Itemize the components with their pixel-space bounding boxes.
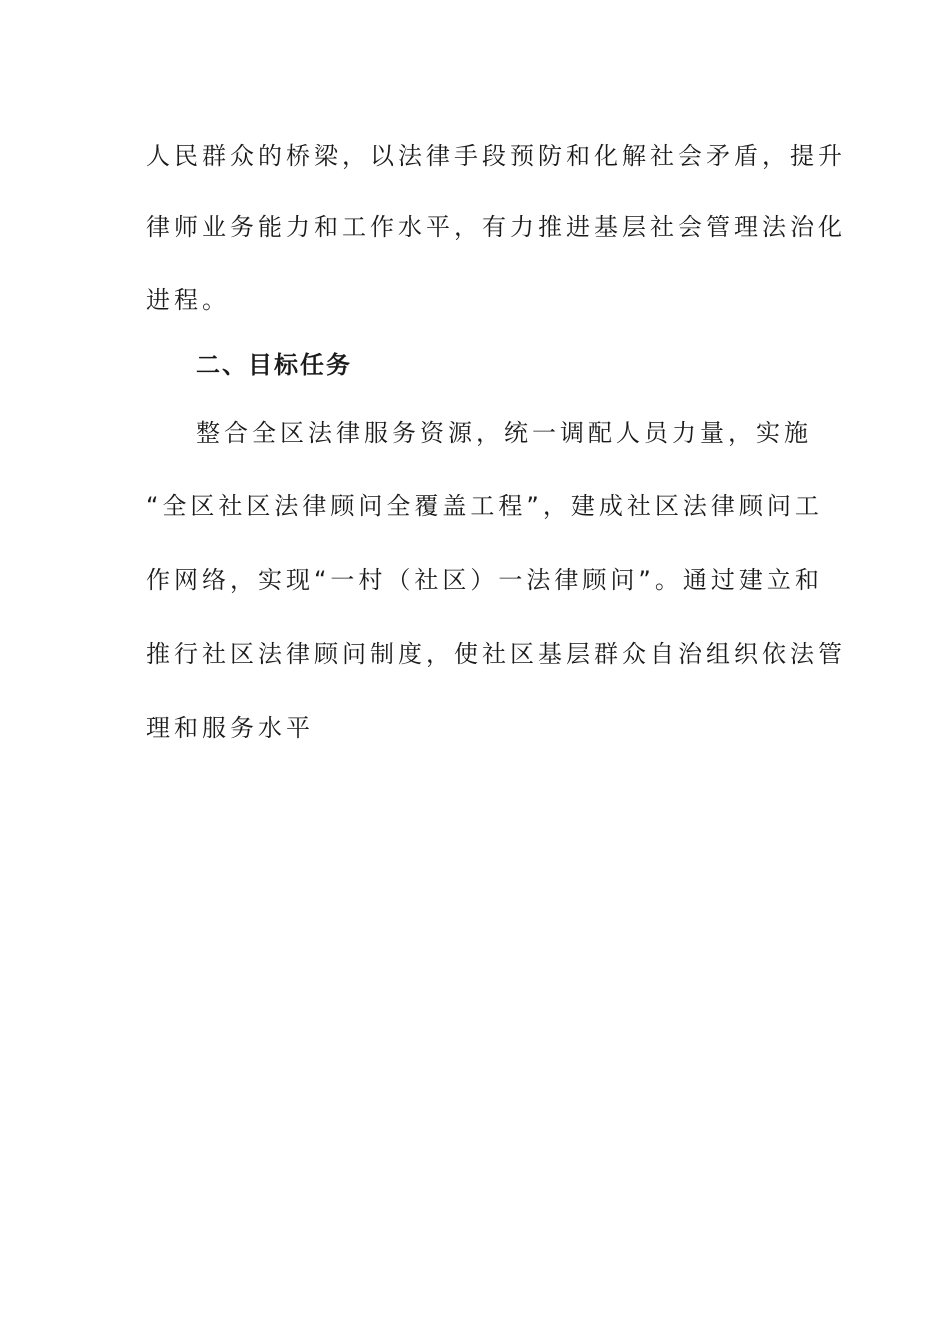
paragraph-line: 进程。 xyxy=(146,286,230,314)
section-heading: 二、目标任务 xyxy=(196,351,352,379)
paragraph-line: 人民群众的桥梁，以法律手段预防和化解社会矛盾，提升 xyxy=(146,142,846,170)
paragraph-line: 理和服务水平 xyxy=(146,714,314,742)
paragraph-line: 作网络，实现“一村（社区）一法律顾问”。通过建立和 xyxy=(146,566,823,594)
paragraph-line: 律师业务能力和工作水平，有力推进基层社会管理法治化 xyxy=(146,213,846,241)
paragraph-line: 整合全区法律服务资源，统一调配人员力量，实施 xyxy=(196,419,812,447)
paragraph-line: 推行社区法律顾问制度，使社区基层群众自治组织依法管 xyxy=(146,640,846,668)
paragraph-line: “全区社区法律顾问全覆盖工程”，建成社区法律顾问工 xyxy=(146,492,823,520)
